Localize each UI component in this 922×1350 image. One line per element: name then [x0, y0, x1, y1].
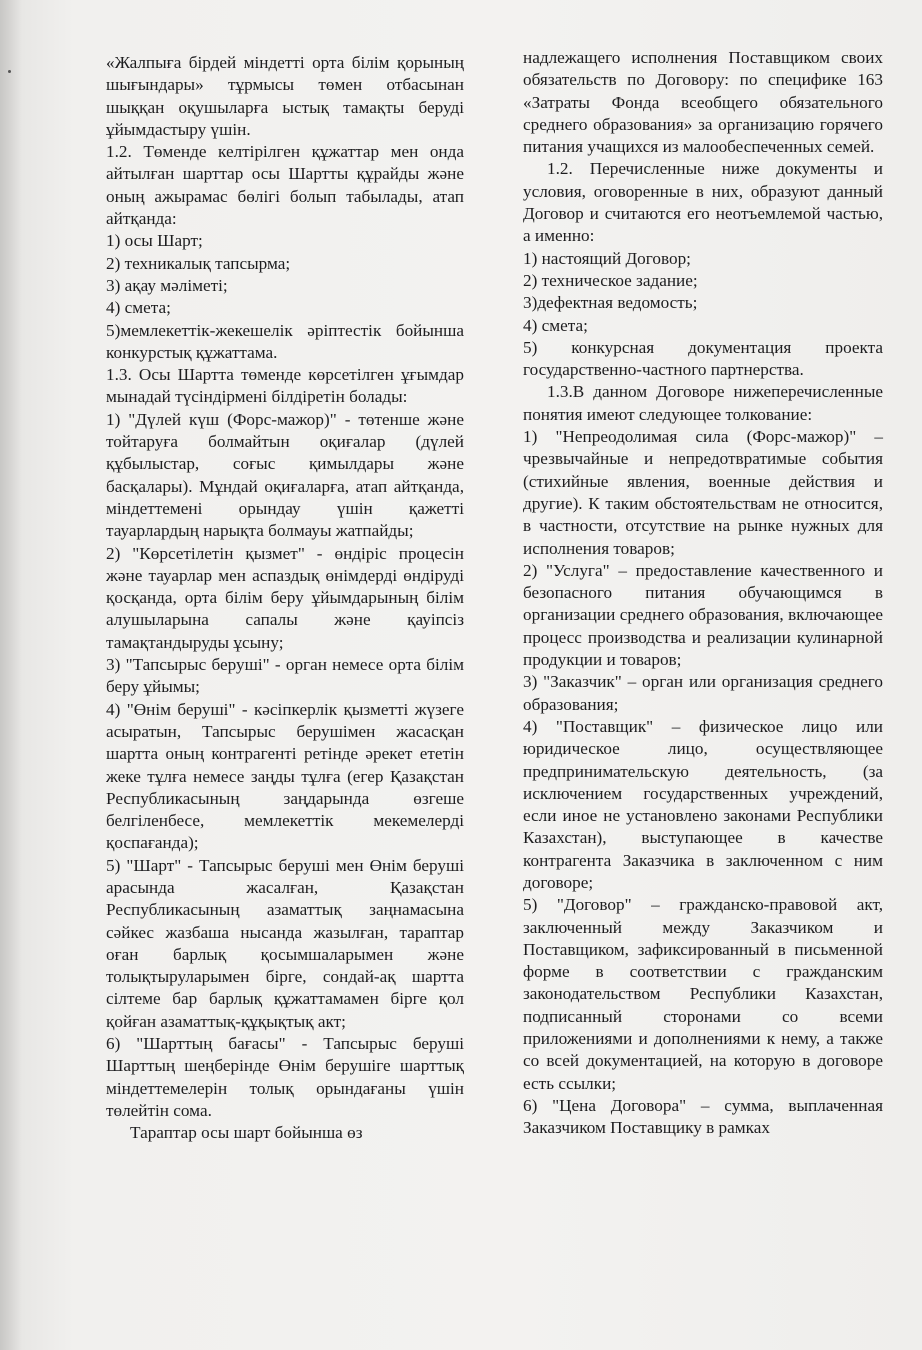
russian-text-column: [523, 47, 883, 1140]
list-item: 3)дефектная ведомость;: [523, 293, 698, 313]
list-item: 1) осы Шарт;: [106, 231, 203, 251]
scan-speck: [8, 70, 11, 73]
definition-item: 5) "Договор" – гражданско-правовой акт, заключенный между Заказчиком и Поставщиком, зафиксированный в письменной форме в соответствии с гражданским законодательством Республики Казахстан, подписанный сторонами со всеми приложениями и дополнениями к нему, а также со всей документацией, на которую в договоре есть ссылки;: [523, 895, 883, 1093]
list-item: 1) настоящий Договор;: [523, 248, 691, 268]
paragraph: «Жалпыға бірдей міндетті орта білім қорының шығындары» тұрмысы төмен отбасынан шыққан оқушыларға ыстық тамақты беруді ұйымдастыру үшін.: [106, 53, 464, 139]
definition-item: 1) "Дүлей күш (Форс-мажор)" - төтенше және тойтаруға болмайтын оқиғалар (дүлей құбылыстар, соғыс қимылдары және басқалары). Мұндай оқиғаларға, атап айтқанда, міндеттемені орындау үшін қажетті тауарлардың нарықта болмауы жатпайды;: [106, 409, 464, 541]
kazakh-text-column: [106, 52, 464, 1145]
list-item: 4) смета;: [523, 315, 588, 335]
paragraph: 1.2. Төменде келтірілген құжаттар мен онда айтылған шарттар осы Шартты құрайды және оның ажырамас бөлігі болып табылады, атап айтқанда:: [106, 142, 464, 229]
list-item: 5)мемлекеттік-жекешелік әріптестік бойынша конкурстық құжаттама.: [106, 320, 464, 362]
paragraph: 1.3. Осы Шартта төменде көрсетілген ұғымдар мынадай түсіндірмені білдіретін болады:: [106, 365, 464, 407]
definition-item: 4) "Поставщик" – физическое лицо или юридическое лицо, осуществляющее предпринимательскую деятельность, (за исключением государственных учреждений, если иное не установлено законами Республики Казахстан), выступающее в качестве контрагента Заказчика в заключенном с ним договоре;: [523, 716, 883, 892]
list-item: 5) конкурсная документация проекта государственно-частного партнерства.: [523, 337, 883, 380]
paragraph: надлежащего исполнения Поставщиком своих обязательств по Договору: по специфике 163 «Затраты Фонда всеобщего обязательного среднего образования» за организацию горячего питания учащихся из малообеспеченных семей.: [523, 48, 883, 157]
definition-item: 2) "Көрсетілетін қызмет" - өндіріс процесін және тауарлар мен аспаздық өнімдерді өндіруді қосқанда, орта білім беру ұйымдарының білім алушыларына сапалы және қауіпсіз тамақтандыруды ұсыну;: [106, 543, 464, 652]
list-item: 3) ақау мәліметі;: [106, 275, 228, 295]
page-edge-shadow: [0, 0, 22, 1350]
definition-item: 6) "Шарттың бағасы" - Тапсырыс беруші Шарттың шеңберінде Өнім берушіге шарттық міндеттемелерін толық орындағаны үшін төлейтін сома.: [106, 1034, 464, 1120]
definition-item: 1) "Непреодолимая сила (Форс-мажор)" – чрезвычайные и непредотвратимые события (стихийные явления, военные действия и другие). К таким обстоятельствам не относится, в частности, отсутствие на рынке нужных для исполнения товаров;: [523, 427, 883, 558]
list-item: 2) техническое задание;: [523, 270, 698, 290]
paragraph: 1.2. Перечисленные ниже документы и условия, оговоренные в них, образуют данный Договор и считаются его неотъемлемой частью, а именно:: [523, 159, 883, 246]
paragraph: Тараптар осы шарт бойынша өз: [130, 1123, 363, 1143]
paragraph: 1.3.В данном Договоре нижеперечисленные понятия имеют следующее толкование:: [523, 382, 883, 424]
definition-item: 2) "Услуга" – предоставление качественного и безопасного питания обучающимся в организации среднего образования, включающее процесс производства и реализации кулинарной продукции и товаров;: [523, 560, 883, 670]
list-item: 2) техникалық тапсырма;: [106, 253, 291, 273]
definition-item: 3) "Заказчик" – орган или организация среднего образования;: [523, 672, 883, 714]
definition-item: 5) "Шарт" - Тапсырыс беруші мен Өнім беруші арасында жасалған, Қазақстан Республикасының азаматтық заңнамасына сәйкес жазбаша нысанда жазылған, тараптар оған барлық қосымшаларымен және толықтыруларымен бірге, сондай-ақ шартта сілтеме бар барлық құжаттамамен бірге қол қойған азаматтық-құқықтық акт;: [106, 855, 464, 1031]
definition-item: 6) "Цена Договора" – сумма, выплаченная Заказчиком Поставщику в рамках: [523, 1095, 883, 1138]
definition-item: 4) "Өнім беруші" - кәсіпкерлік қызметті жүзеге асыратын, Тапсырыс берушімен жасасқан шартта оның контрагенті ретінде әрекет ететін жеке тұлға немесе заңды тұлға (егер Қазақстан Республикасының заңдарында өзгеше белгіленбесе, мемлекеттік мекемелерді қоспағанда);: [106, 699, 464, 853]
list-item: 4) смета;: [106, 298, 171, 318]
definition-item: 3) "Тапсырыс беруші" - орган немесе орта білім беру ұйымы;: [106, 655, 464, 697]
